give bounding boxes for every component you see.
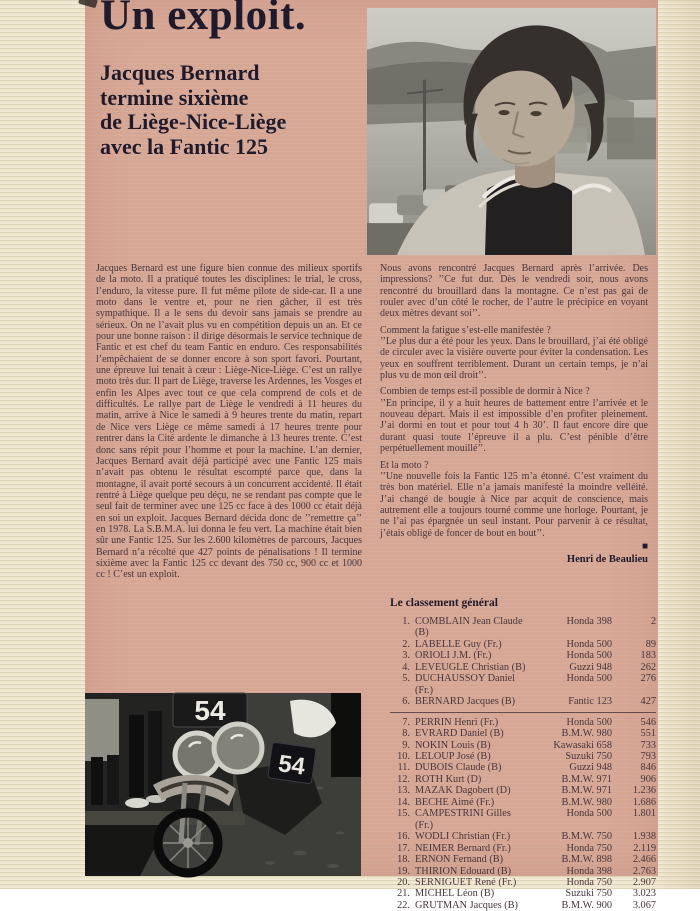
- classement-cell-points: 846: [640, 762, 656, 774]
- classement-cell-rank: 9.: [402, 739, 410, 751]
- classement-cell-bike: Honda 500: [566, 638, 612, 650]
- classement-cell-bike: Honda 750: [566, 876, 612, 888]
- classement-cell-bike: Honda 398: [566, 865, 612, 877]
- classement-cell-bike: B.M.W. 971: [561, 773, 612, 785]
- classement-cell-name: CAMPESTRINI Gilles (Fr.): [415, 808, 511, 831]
- front-race-number: 54: [194, 695, 226, 726]
- classement-cell-name: NOKIN Louis (B): [415, 739, 491, 751]
- classement-row: [390, 762, 656, 773]
- classement-cell-rank: 13.: [397, 785, 410, 797]
- classement-cell-rank: 12.: [397, 773, 410, 785]
- classement-cell-rank: 10.: [397, 750, 410, 762]
- side-number-plate: [268, 742, 317, 784]
- subtitle-line: termine sixième: [100, 84, 249, 110]
- portrait-photo: [367, 8, 656, 255]
- classement-cell-name: MICHEL Léon (B): [415, 888, 495, 900]
- classement-row: [390, 673, 656, 696]
- interview-question: Combien de temps est-il possible de dormir à Nice ?: [380, 386, 590, 398]
- classement-cell-rank: 1.: [402, 616, 410, 627]
- byline: Henri de Beaulieu: [566, 553, 648, 565]
- classement-cell-name: MAZAK Dagobert (D): [415, 785, 511, 797]
- classement-separator: [390, 712, 656, 713]
- classement-row: [390, 831, 656, 842]
- classement-cell-name: ORIOLI J.M. (Fr.): [415, 650, 492, 662]
- classement-cell-bike: Honda 398: [566, 616, 612, 627]
- body-paragraph: Jacques Bernard est une figure bien connue des milieux sportifs de la moto. Il a pratiqué toutes les disciplines: le trial, le cross, l’enduro, la vitesse pure. Il fut même pilote de side-car. Il a une moto dans le ventre et, pour ne rien gâcher, il est très sympathique. Il a le sens du devoir sans jamais se prendre au sérieux. On ne l’avait plus vu en compétition depuis un an. Et ce pour une bonne raison : il dirige désormais le service technique de Fantic et est chef du team Fantic en enduro. Ces responsabilités l’empêchaient de se donner encore à son sport favori. Pourtant, une épreuve lui tenait à cœur : Liège-Nice-Liège. C’est un rallye moto très dur. Il part de Liège, traverse les Ardennes, les Vosges et enfin les Alpes avec tout ce que cela comprend de cols et de difficultés. Le rallye part de Liège le vendredi à 11 heures du matin, arrive à Nice le samedi à 9 heures trente du matin, repart de Nice vers Liège ce même samedi à 17 heures trente pour rentrer dans la Cité ardente le dimanche à 13 heures trente. C’est donc sans répit pour l’homme et pour la machine. L’an dernier, Jacques Bernard avait déjà participé avec une Fantic 125 mais n’avait pas obtenu le résultat escompté parce que, dans la montagne, il avait porté secours à un concurrent accidenté. Il était rentré à Liège quelque peu déçu, ne se rendant pas compte que le seul fait de terminer avec une 125 cc face à des 1000 cc était déjà en soi un exploit. Jacques Bernard décida donc de ’’remettre ça’’ en 1978. La S.B.M.A. lui donna le feu vert. La machine était bien sûr une Fantic 125. Sur les 2.600 kilomètres de parcours, Jacques Bernard n’a récolté que 427 points de pénalisations ! Il termine sixième avec la Fantic 125 cc devant des 750 cc, 900 cc et 1000 cc ! C’est un exploit.: [96, 263, 362, 581]
- wheel-hub: [183, 838, 193, 848]
- classement-rows: [390, 616, 656, 911]
- classement-cell-rank: 2.: [402, 638, 410, 650]
- classement-row: [390, 650, 656, 661]
- classement-cell-bike: Suzuki 750: [565, 888, 612, 900]
- classement-cell-name: LELOUP José (B): [415, 750, 491, 762]
- classement-cell-points: 262: [640, 661, 656, 673]
- classement-cell-bike: B.M.W. 980: [561, 796, 612, 808]
- classement-cell-bike: Honda 500: [566, 650, 612, 662]
- classement-cell-bike: Guzzi 948: [569, 661, 612, 673]
- race-photo: [85, 693, 361, 876]
- classement-cell-points: 2.466: [632, 854, 656, 866]
- classement-row: [390, 751, 656, 762]
- classement-row: [390, 866, 656, 877]
- classement-cell-rank: 11.: [397, 762, 410, 774]
- classement-row: [390, 696, 656, 707]
- classement-cell-points: 3.023: [632, 888, 656, 900]
- interview-question: Comment la fatigue s’est-elle manifestée ?: [380, 324, 551, 336]
- classement-row: [390, 740, 656, 751]
- classement-cell-points: 183: [640, 650, 656, 662]
- classement-cell-bike: Kawasaki 658: [553, 739, 612, 751]
- classement-cell-rank: 8.: [402, 728, 410, 740]
- classement-section: [390, 597, 656, 911]
- classement-cell-points: 276: [640, 673, 656, 685]
- classement-cell-rank: 6.: [402, 696, 410, 708]
- classement-cell-points: 1.801: [632, 808, 656, 820]
- classement-row: [390, 797, 656, 808]
- article-subtitle: [100, 61, 286, 159]
- classement-cell-name: COMBLAIN Jean Claude (B): [415, 616, 523, 639]
- classement-cell-bike: Guzzi 948: [569, 762, 612, 774]
- classement-cell-points: 2.119: [633, 842, 656, 854]
- classement-cell-name: EVRARD Daniel (B): [415, 728, 504, 740]
- classement-cell-name: DUBOIS Claude (B): [415, 762, 502, 774]
- classement-cell-points: 2: [650, 616, 656, 627]
- classement-cell-points: 1.686: [632, 796, 656, 808]
- classement-cell-rank: 15.: [397, 808, 410, 820]
- classement-cell-bike: B.M.W. 900: [561, 899, 612, 911]
- classement-cell-name: ERNON Fernand (B): [415, 854, 504, 866]
- article-right-column: [380, 263, 648, 565]
- classement-cell-points: 2.907: [632, 876, 656, 888]
- classement-cell-bike: Fantic 123: [568, 696, 612, 708]
- classement-cell-name: THIRION Edouard (B): [415, 865, 512, 877]
- classement-cell-name: WODLI Christian (Fr.): [415, 831, 511, 843]
- classement-row: [390, 900, 656, 911]
- classement-cell-name: NEIMER Bernard (Fr.): [415, 842, 511, 854]
- classement-cell-bike: B.M.W. 898: [561, 854, 612, 866]
- end-mark: ■: [641, 540, 648, 552]
- classement-cell-name: LABELLE Guy (Fr.): [415, 638, 502, 650]
- classement-cell-name: BECHE Aimé (Fr.): [415, 796, 495, 808]
- classement-cell-rank: 5.: [402, 673, 410, 685]
- interview-intro: Nous avons rencontré Jacques Bernard après l’arrivée. Des impressions? ’’Ce fut dur. Dès le vendredi soir, nous avons rencontré du brouillard dans la montagne. Ce n’est pas gai de rouler avec d’un côté le rocher, de l’autre le précipice en voyant deux mètres devant soi’’.: [380, 263, 648, 320]
- article-panel: [85, 0, 658, 911]
- subtitle-line: avec la Fantic 125: [100, 133, 269, 159]
- classement-cell-bike: B.M.W. 750: [561, 831, 612, 843]
- interview-answer: ’’Le plus dur a été pour les yeux. Dans le brouillard, j’ai été obligé de circuler avec la visière ouverte pour éviter la condensation. Les yeux en souffrent terriblement. Durant un certain temps, je n’ai plus vu de mon œil droit’’.: [380, 336, 648, 382]
- headlight-right: [214, 724, 262, 772]
- classement-row: [390, 639, 656, 650]
- classement-cell-rank: 22.: [397, 899, 410, 911]
- classement-row: [390, 774, 656, 785]
- classement-cell-points: 3.067: [632, 899, 656, 911]
- classement-cell-bike: Honda 500: [566, 808, 612, 820]
- interview-answer: ’’Une nouvelle fois la Fantic 125 m’a étonné. C’est vraiment du très bon matériel. Elle n’a jamais manifesté la moindre velléité. J’ai changé de bougie à Nice par acquit de conscience, mais autrement elle a toujours tourné comme une horloge. Pourtant, je ne l’ai pas épargnée un seul instant. Pour parvenir à ce résultat, j’étais obligé de foncer de bout en bout’’.: [380, 470, 648, 539]
- building: [607, 118, 656, 160]
- classement-cell-name: LEVEUGLE Christian (B): [415, 661, 526, 673]
- classement-cell-rank: 18.: [397, 854, 410, 866]
- classement-cell-points: 551: [640, 728, 656, 740]
- classement-cell-points: 1.236: [632, 785, 656, 797]
- classement-cell-bike: Suzuki 750: [565, 750, 612, 762]
- classement-cell-points: 1.938: [632, 831, 656, 843]
- telegraph-pole: [423, 80, 426, 200]
- classement-cell-rank: 17.: [397, 842, 410, 854]
- classement-cell-name: BERNARD Jacques (B): [415, 696, 516, 708]
- classement-cell-rank: 20.: [397, 876, 410, 888]
- classement-cell-points: 906: [640, 773, 656, 785]
- classement-cell-points: 2.763: [632, 865, 656, 877]
- interview-flow: [380, 263, 648, 539]
- classement-cell-name: ROTH Kurt (D): [415, 773, 482, 785]
- classement-row: [390, 854, 656, 865]
- classement-cell-bike: Honda 500: [566, 716, 612, 728]
- classement-cell-name: PERRIN Henri (Fr.): [415, 716, 499, 728]
- classement-cell-name: DUCHAUSSOY Daniel (Fr.): [415, 673, 516, 696]
- classement-cell-rank: 14.: [397, 796, 410, 808]
- classement-cell-rank: 7.: [402, 716, 410, 728]
- classement-cell-rank: 3.: [402, 650, 410, 662]
- classement-cell-points: 793: [640, 750, 656, 762]
- classement-row: [390, 717, 656, 728]
- classement-cell-points: 427: [640, 696, 656, 708]
- classement-cell-points: 89: [645, 638, 656, 650]
- classement-cell-rank: 21.: [397, 888, 410, 900]
- classement-row: [390, 785, 656, 796]
- classement-row: [390, 616, 656, 639]
- interview-question: Et la moto ?: [380, 459, 429, 471]
- classement-cell-name: GRUTMAN Jacques (B): [415, 899, 518, 911]
- article-title: Un exploit.: [100, 0, 307, 39]
- subtitle-line: de Liège-Nice-Liège: [100, 109, 287, 134]
- portrait-photo-image: [367, 8, 656, 255]
- classement-cell-bike: B.M.W. 980: [561, 728, 612, 740]
- subtitle-line: Jacques Bernard: [100, 60, 260, 85]
- classement-cell-rank: 16.: [397, 831, 410, 843]
- classement-heading: Le classement général: [390, 597, 498, 609]
- classement-cell-points: 733: [640, 739, 656, 751]
- classement-cell-points: 546: [640, 716, 656, 728]
- classement-cell-rank: 19.: [397, 865, 410, 877]
- classement-cell-bike: Honda 750: [566, 842, 612, 854]
- headlight-left: [175, 733, 219, 777]
- classement-row: [390, 843, 656, 854]
- classement-row: [390, 888, 656, 899]
- classement-cell-name: SERNIGUET René (Fr.): [415, 876, 517, 888]
- side-race-number: 54: [276, 750, 307, 781]
- classement-cell-bike: Honda 500: [566, 673, 612, 685]
- classement-row: [390, 877, 656, 888]
- classement-row: [390, 808, 656, 831]
- classement-row: [390, 662, 656, 673]
- dark-shirt: [485, 179, 572, 255]
- classement-row: [390, 728, 656, 739]
- classement-cell-rank: 4.: [402, 661, 410, 673]
- classement-cell-bike: B.M.W. 971: [561, 785, 612, 797]
- article-left-column: [96, 263, 362, 581]
- race-photo-image: [85, 693, 361, 876]
- scan-smudge: [78, 0, 98, 8]
- interview-answer: ’’En principe, il y a huit heures de battement entre l’arrivée et le nouveau départ. Mais il est impossible d’en profiter pleinement. J’ai dormi en tout et pour tout 4 h 30’. Il faut encore dire que durant quasi toute l’épreuve il a plu. C’est pénible d’être perpétuellement mouillé’’.: [380, 397, 648, 455]
